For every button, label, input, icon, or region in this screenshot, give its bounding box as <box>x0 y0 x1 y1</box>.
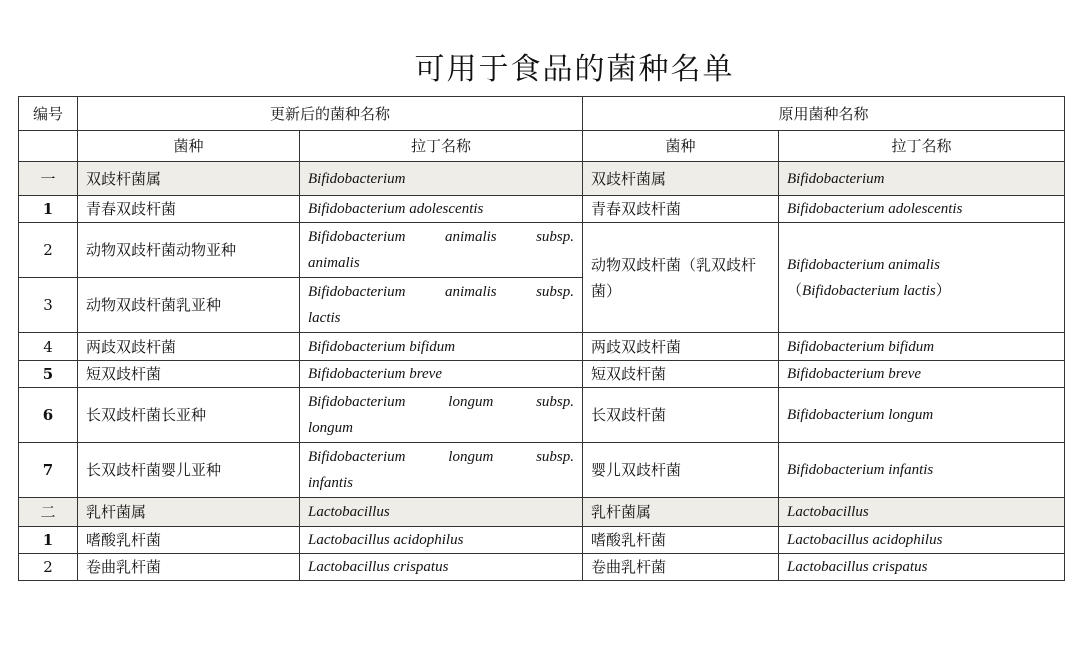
header-empty-cell <box>19 131 78 162</box>
latin-line-2: animalis <box>308 255 360 271</box>
table-row <box>19 498 1065 527</box>
row-orig-latin-name: Lactobacillus crispatus <box>779 554 1065 581</box>
row-num: 2 <box>19 554 78 581</box>
latin-line-2: lactis <box>308 310 341 326</box>
row-latin-name: Lactobacillus <box>300 498 583 527</box>
header-latin: 拉丁名称 <box>300 131 583 162</box>
header-strain: 菌种 <box>78 131 300 162</box>
latin-line-2: longum <box>308 420 353 436</box>
row-orig-latin-name: Lactobacillus acidophilus <box>779 527 1065 554</box>
row-orig-cn-name: 双歧杆菌属 <box>583 162 779 196</box>
latin-line-1: Bifidobacterium longum subsp. <box>308 449 575 465</box>
row-latin-name: Bifidobacterium <box>300 162 583 196</box>
latin-line-1: Bifidobacterium animalis subsp. <box>308 229 575 245</box>
header-row-1 <box>19 97 1065 131</box>
row-orig-latin-name: Bifidobacterium breve <box>779 361 1065 388</box>
latin-line-1: Bifidobacterium animalis subsp. <box>308 284 575 300</box>
row-latin-name: Lactobacillus crispatus <box>300 554 583 581</box>
merged-orig-cn-name: 动物双歧杆菌（乳双歧杆菌） <box>583 223 779 333</box>
row-num: 4 <box>19 333 78 361</box>
row-cn-name: 动物双歧杆菌动物亚种 <box>78 223 300 278</box>
row-cn-name: 动物双歧杆菌乳亚种 <box>78 278 300 333</box>
table-row <box>19 388 1065 443</box>
row-orig-cn-name: 青春双歧杆菌 <box>583 196 779 223</box>
header-orig-latin: 拉丁名称 <box>779 131 1065 162</box>
table-row <box>19 527 1065 554</box>
row-cn-name: 乳杆菌属 <box>78 498 300 527</box>
row-num: 6 <box>19 388 78 443</box>
row-cn-name: 卷曲乳杆菌 <box>78 554 300 581</box>
header-num: 编号 <box>19 97 78 131</box>
row-latin-name: Lactobacillus acidophilus <box>300 527 583 554</box>
row-orig-latin-name: Bifidobacterium adolescentis <box>779 196 1065 223</box>
table-row <box>19 333 1065 361</box>
row-latin-name: Bifidobacterium adolescentis <box>300 196 583 223</box>
merged-orig-latin-name <box>779 223 1065 333</box>
row-orig-cn-name: 嗜酸乳杆菌 <box>583 527 779 554</box>
row-num: 1 <box>19 527 78 554</box>
row-orig-cn-name: 婴儿双歧杆菌 <box>583 443 779 498</box>
row-latin-name: Bifidobacterium bifidum <box>300 333 583 361</box>
latin-line-1: Bifidobacterium longum subsp. <box>308 394 575 410</box>
header-original-name: 原用菌种名称 <box>583 97 1065 131</box>
latin-line-2: infantis <box>308 475 354 491</box>
header-orig-strain: 菌种 <box>583 131 779 162</box>
row-latin-name <box>300 278 583 333</box>
row-orig-latin-name: Bifidobacterium infantis <box>779 443 1065 498</box>
row-num: 7 <box>19 443 78 498</box>
row-num: 一 <box>19 162 78 196</box>
row-orig-cn-name: 卷曲乳杆菌 <box>583 554 779 581</box>
merged-latin-line-2: （Bifidobacterium lactis） <box>787 282 951 299</box>
table-row <box>19 443 1065 498</box>
row-cn-name: 两歧双歧杆菌 <box>78 333 300 361</box>
table-row <box>19 223 1065 278</box>
row-num: 2 <box>19 223 78 278</box>
row-orig-cn-name: 两歧双歧杆菌 <box>583 333 779 361</box>
row-orig-cn-name: 乳杆菌属 <box>583 498 779 527</box>
row-orig-latin-name: Bifidobacterium longum <box>779 388 1065 443</box>
row-latin-name <box>300 388 583 443</box>
row-num: 5 <box>19 361 78 388</box>
row-orig-cn-name: 短双歧杆菌 <box>583 361 779 388</box>
row-num: 二 <box>19 498 78 527</box>
row-num: 3 <box>19 278 78 333</box>
row-cn-name: 双歧杆菌属 <box>78 162 300 196</box>
table-row <box>19 554 1065 581</box>
merged-latin-synonym: Bifidobacterium lactis <box>802 282 936 299</box>
row-cn-name: 长双歧杆菌婴儿亚种 <box>78 443 300 498</box>
row-orig-latin-name: Lactobacillus <box>779 498 1065 527</box>
row-cn-name: 嗜酸乳杆菌 <box>78 527 300 554</box>
merged-latin-line-1: Bifidobacterium animalis <box>787 256 940 273</box>
table-row <box>19 361 1065 388</box>
row-latin-name: Bifidobacterium breve <box>300 361 583 388</box>
row-cn-name: 青春双歧杆菌 <box>78 196 300 223</box>
row-orig-cn-name: 长双歧杆菌 <box>583 388 779 443</box>
bacteria-table <box>18 96 1065 581</box>
table-row <box>19 196 1065 223</box>
row-orig-latin-name: Bifidobacterium bifidum <box>779 333 1065 361</box>
row-orig-latin-name: Bifidobacterium <box>779 162 1065 196</box>
row-latin-name <box>300 223 583 278</box>
row-cn-name: 短双歧杆菌 <box>78 361 300 388</box>
row-num: 1 <box>19 196 78 223</box>
header-row-2 <box>19 131 1065 162</box>
table-row <box>19 162 1065 196</box>
row-latin-name <box>300 443 583 498</box>
header-updated-name: 更新后的菌种名称 <box>78 97 583 131</box>
page-title: 可用于食品的菌种名单 <box>414 52 735 87</box>
row-cn-name: 长双歧杆菌长亚种 <box>78 388 300 443</box>
